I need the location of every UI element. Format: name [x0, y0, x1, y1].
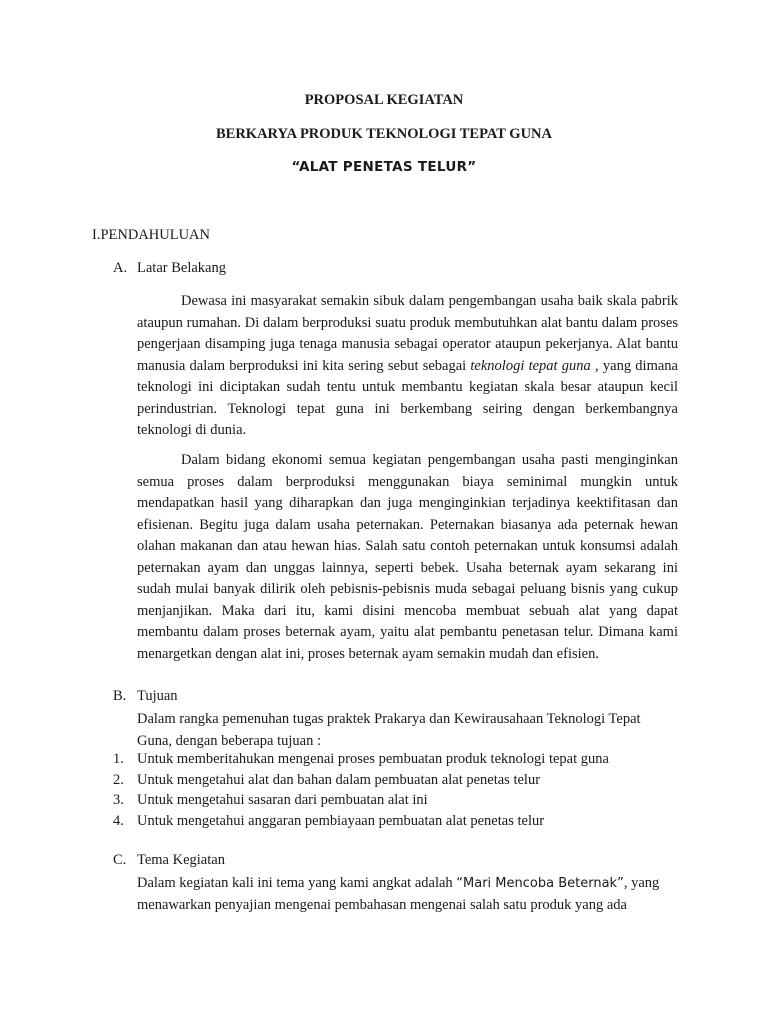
list-text: Untuk mengetahui anggaran pembiayaan pembuatan alat penetas telur [137, 812, 545, 829]
subheading-latar-belakang [113, 260, 226, 277]
paragraph-text: , yang menawarkan penyajian mengenai pembahasan mengenai salah satu produk yang ada [137, 875, 660, 913]
paragraph-text: Dewasa ini masyarakat semakin sibuk dalam pengembangan usaha baik skala pabrik ataupun rumahan. Di dalam berproduksi suatu produk membutuhkan alat bantu dalam proses pengerjaan disamping juga tenaga manusia sebagai operator ataupun pekerjanya. Alat bantu manusia dalam berproduksi ini kita sering sebut sebagai [137, 293, 678, 374]
proposal-subtitle: BERKARYA PRODUK TEKNOLOGI TEPAT GUNA [215, 126, 552, 142]
subheading-letter: B. [113, 688, 127, 704]
paragraph-latar-belakang-1 [137, 291, 678, 442]
subheading-tujuan [113, 688, 178, 705]
list-item [113, 811, 609, 832]
subheading-title: Latar Belakang [137, 260, 226, 276]
list-number: 1. [113, 751, 124, 767]
paragraph-latar-belakang-2: Dalam bidang ekonomi semua kegiatan pengembangan usaha pasti menginginkan semua proses dalam berproduksi menggunakan biaya seminimal mungkin untuk mendapatkan hasil yang diharapkan dan juga menginginkian terjadinya keektifitasan dan efisienan. Begitu juga dalam usaha peternakan. Peternakan biasanya ada peternak hewan olahan makanan dan atau hewan hias. Salah satu contoh peternakan untuk konsumsi adalah peternakan ayam dan unggas lainnya, seperti bebek. Usaha beternak ayam sekarang ini sudah mulai banyak dilirik oleh pebisnis-pebisnis muda sebagai peluang bisnis yang cukup menjanjikan. Maka dari itu, kami disini mencoba membuat sebuah alat yang dapat membantu dalam proses beternak ayam, yaitu alat pembantu penetasan telur. Dimana kami menargetkan dengan alat ini, proses beternak ayam semakin mudah dan efisien. [137, 452, 678, 662]
list-number: 2. [113, 771, 124, 788]
list-number: 4. [113, 812, 124, 829]
list-item [113, 770, 609, 791]
subheading-title: Tema Kegiatan [137, 852, 225, 868]
italic-term: teknologi tepat guna [470, 357, 591, 374]
list-text: Untuk mengetahui sasaran dari pembuatan alat ini [137, 792, 428, 808]
tujuan-list [113, 749, 609, 831]
paragraph-text: Dalam kegiatan kali ini tema yang kami angkat adalah [137, 875, 457, 891]
subheading-title: Tujuan [137, 688, 178, 704]
list-text: Untuk memberitahukan mengenai proses pembuatan produk teknologi tepat guna [137, 751, 609, 767]
paragraph-tema-kegiatan [137, 873, 678, 916]
section-heading-pendahuluan: I.PENDAHULUAN [92, 227, 211, 243]
subheading-tema-kegiatan [113, 852, 225, 869]
list-item [113, 790, 609, 811]
paragraph-tujuan-intro: Dalam rangka pemenuhan tugas praktek Prakarya dan Kewirausahaan Teknologi Tepat Guna, dengan beberapa tujuan : [137, 711, 641, 749]
list-number: 3. [113, 792, 124, 808]
subheading-letter: A. [113, 260, 128, 276]
paragraph-text: , yang dimana teknologi ini diciptakan sudah tentu untuk membantu kegiatan skala besar ataupun kecil perindustrian. Teknologi tepat guna ini berkembang seiring dengan berkembangnya teknologi di dunia. [137, 357, 678, 438]
subheading-letter: C. [113, 852, 127, 868]
list-text: Untuk mengetahui alat dan bahan dalam pembuatan alat penetas telur [137, 771, 541, 788]
list-item [113, 749, 609, 770]
proposal-title: PROPOSAL KEGIATAN [304, 92, 464, 108]
product-name: “ALAT PENETAS TELUR” [291, 159, 477, 175]
theme-quote: “Mari Mencoba Beternak” [456, 876, 624, 891]
